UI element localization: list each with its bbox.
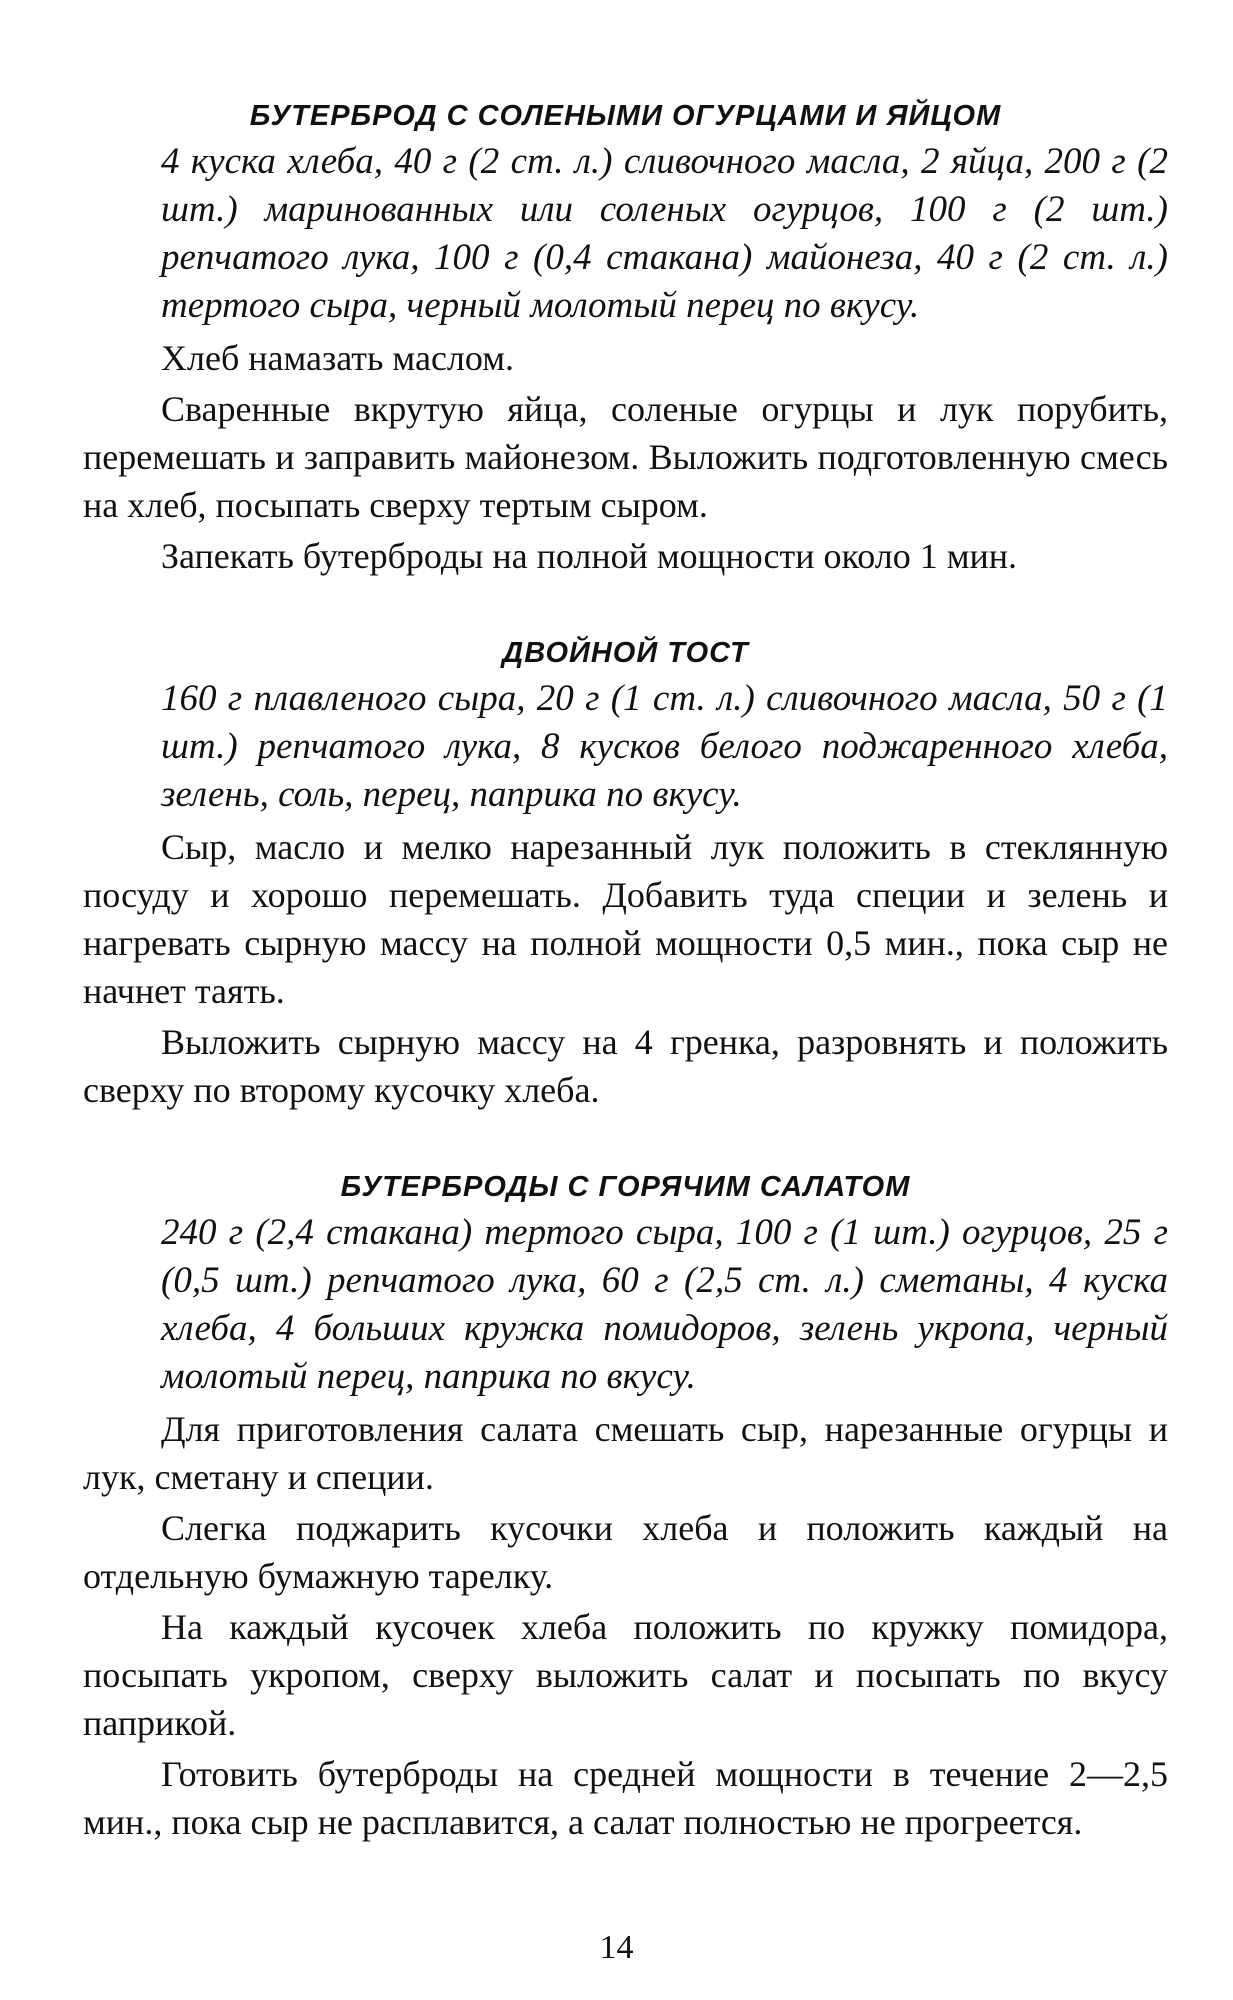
recipe-ingredients: 4 куска хлеба, 40 г (2 ст. л.) сливочного масла, 2 яйца, 200 г (2 шт.) маринованных или соленых огурцов, 100 г (2 шт.) репчатого лука, 100 г (0,4 стакана) майонеза, 40 г (2 ст. л.) тертого сыра, черный молотый перец по вкусу. — [161, 141, 1168, 326]
recipe-step: Выложить сырную массу на 4 гренка, разровнять и положить сверху по второму кусочку хлеба. — [83, 1022, 1168, 1110]
recipe-title: БУТЕРБРОДЫ С ГОРЯЧИМ САЛАТОМ — [340, 1171, 911, 1203]
recipe-ingredients: 240 г (2,4 стакана) тертого сыра, 100 г (1 шт.) огурцов, 25 г (0,5 шт.) репчатого лука, 60 г (2,5 ст. л.) сметаны, 4 куска хлеба, 4 больших кружка помидоров, зелень укропа, черный молотый перец, паприка по вкусу. — [161, 1212, 1168, 1397]
recipe-step: Хлеб намазать маслом. — [161, 338, 514, 378]
recipe-title: БУТЕРБРОД С СОЛЕНЫМИ ОГУРЦАМИ И ЯЙЦОМ — [249, 100, 1002, 132]
page-number: 14 — [599, 1929, 634, 1966]
recipe-section — [83, 98, 1168, 580]
recipe-step: Сваренные вкрутую яйца, соленые огурцы и лук порубить, перемешать и заправить майонезом. Выложить подготовленную смесь на хлеб, посыпать сверху тертым сыром. — [83, 389, 1168, 525]
recipe-step: Слегка поджарить кусочки хлеба и положить каждый на отдельную бумажную тарелку. — [83, 1508, 1168, 1596]
recipe-ingredients: 160 г плавленого сыра, 20 г (1 ст. л.) сливочного масла, 50 г (1 шт.) репчатого лука, 8 кусков белого поджаренного хлеба, зелень, соль, перец, паприка по вкусу. — [161, 678, 1168, 815]
recipe-step: Готовить бутерброды на средней мощности в течение 2—2,5 мин., пока сыр не расплавится, а салат полностью не прогреется. — [83, 1754, 1168, 1842]
recipe-step: На каждый кусочек хлеба положить по кружку помидора, посыпать укропом, сверху выложить салат и посыпать по вкусу паприкой. — [83, 1607, 1168, 1743]
page-content — [83, 98, 1168, 1849]
recipe-step: Сыр, масло и мелко нарезанный лук положить в стеклянную посуду и хорошо перемешать. Добавить туда специи и зелень и нагревать сырную массу на полной мощности 0,5 мин., пока сыр не начнет таять. — [83, 827, 1168, 1011]
recipe-title: ДВОЙНОЙ ТОСТ — [502, 637, 749, 669]
recipe-step: Для приготовления салата смешать сыр, нарезанные огурцы и лук, сметану и специи. — [83, 1409, 1168, 1497]
recipe-section — [83, 635, 1168, 1114]
recipe-section — [83, 1169, 1168, 1846]
recipe-step: Запекать бутерброды на полной мощности около 1 мин. — [161, 536, 1018, 576]
